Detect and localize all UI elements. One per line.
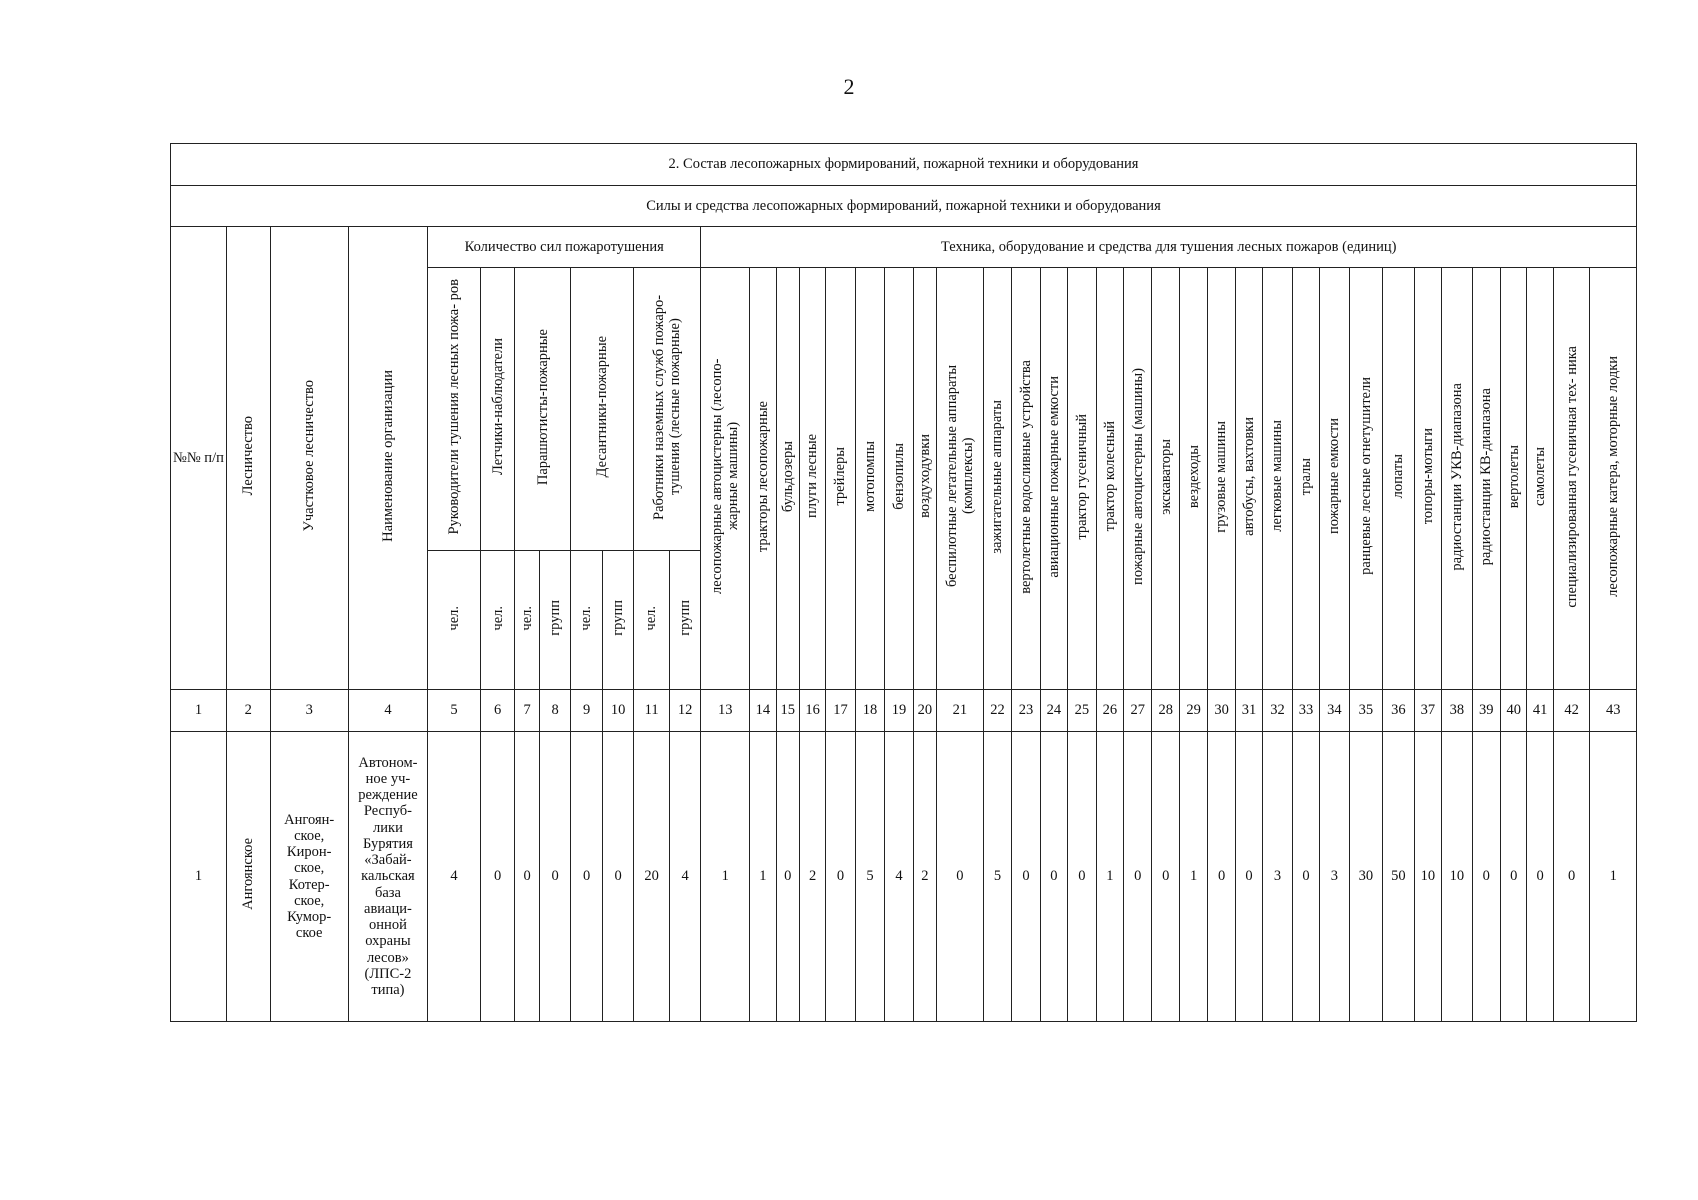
header-equipment-item: авиационные пожарные емкости xyxy=(1040,268,1067,690)
data-cell: 0 xyxy=(1527,732,1553,1022)
data-cell: 0 xyxy=(1235,732,1262,1022)
column-number: 28 xyxy=(1152,690,1179,732)
header-organization: Наименование организации xyxy=(348,227,427,690)
column-number: 24 xyxy=(1040,690,1067,732)
header-force-fire-leaders: Руководители тушения лесных пожа- ров xyxy=(428,268,481,551)
header-equipment-item: автобусы, вахтовки xyxy=(1235,268,1262,690)
column-number: 9 xyxy=(571,690,603,732)
header-equipment-item: зажигательные аппараты xyxy=(983,268,1011,690)
column-number: 35 xyxy=(1349,690,1383,732)
header-equipment-item: плуги лесные xyxy=(799,268,825,690)
header-equipment-item: ранцевые лесные огнетушители xyxy=(1349,268,1383,690)
data-cell: 0 xyxy=(515,732,539,1022)
header-force-landing-firefighters: Десантники-пожарные xyxy=(571,268,634,551)
data-cell: 4 xyxy=(428,732,481,1022)
data-cell: 0 xyxy=(1124,732,1152,1022)
column-number: 1 xyxy=(171,690,227,732)
header-equipment-item: лопаты xyxy=(1383,268,1415,690)
unit-header: групп xyxy=(602,551,634,690)
header-equipment-item: мотопомпы xyxy=(855,268,884,690)
header-equipment-item: бензопилы xyxy=(885,268,913,690)
column-number: 17 xyxy=(826,690,855,732)
column-number: 32 xyxy=(1263,690,1292,732)
unit-header: чел. xyxy=(428,551,481,690)
column-number: 18 xyxy=(855,690,884,732)
header-equipment-item: пожарные емкости xyxy=(1320,268,1349,690)
column-number: 41 xyxy=(1527,690,1553,732)
data-cell: 0 xyxy=(776,732,799,1022)
unit-header: групп xyxy=(539,551,571,690)
column-number: 7 xyxy=(515,690,539,732)
data-cell: 3 xyxy=(1263,732,1292,1022)
header-equipment-item: радиостанции УКВ-диапазона xyxy=(1442,268,1472,690)
header-force-ground-workers: Работники наземных служб пожаро- тушения (лесные пожарные) xyxy=(634,268,701,551)
column-number: 27 xyxy=(1124,690,1152,732)
column-number: 23 xyxy=(1012,690,1040,732)
column-number: 33 xyxy=(1292,690,1319,732)
header-equipment-item: пожарные автоцистерны (машины) xyxy=(1124,268,1152,690)
header-equipment-item: самолеты xyxy=(1527,268,1553,690)
header-forces-group: Количество сил пожаротушения xyxy=(428,227,701,268)
data-cell: 10 xyxy=(1414,732,1441,1022)
row-district-forestry: Ангоян- ское, Кирон- ское, Котер- ское, Кумор- ское xyxy=(270,732,348,1022)
header-force-paratroopers: Парашютисты-пожарные xyxy=(515,268,571,551)
column-number: 8 xyxy=(539,690,571,732)
column-number: 38 xyxy=(1442,690,1472,732)
header-equipment-item: тракторы лесопожарные xyxy=(750,268,776,690)
column-number: 6 xyxy=(480,690,515,732)
column-number: 21 xyxy=(937,690,984,732)
data-cell: 2 xyxy=(799,732,825,1022)
data-cell: 0 xyxy=(1040,732,1067,1022)
data-cell: 0 xyxy=(1292,732,1319,1022)
unit-header: чел. xyxy=(480,551,515,690)
header-equipment-item: вертолеты xyxy=(1501,268,1527,690)
column-number: 40 xyxy=(1501,690,1527,732)
data-cell: 20 xyxy=(634,732,670,1022)
data-cell: 3 xyxy=(1320,732,1349,1022)
header-equipment-group: Техника, оборудование и средства для тушения лесных пожаров (единиц) xyxy=(701,227,1637,268)
column-number: 15 xyxy=(776,690,799,732)
table-subtitle: Силы и средства лесопожарных формирований, пожарной техники и оборудования xyxy=(171,186,1637,227)
header-equipment-item: грузовые машины xyxy=(1208,268,1235,690)
column-number: 26 xyxy=(1096,690,1123,732)
data-cell: 50 xyxy=(1383,732,1415,1022)
column-number: 13 xyxy=(701,690,750,732)
header-equipment-item: воздуходувки xyxy=(913,268,936,690)
column-number: 25 xyxy=(1068,690,1096,732)
data-cell: 0 xyxy=(480,732,515,1022)
data-cell: 0 xyxy=(539,732,571,1022)
header-equipment-item: трактор гусеничный xyxy=(1068,268,1096,690)
column-number: 10 xyxy=(602,690,634,732)
data-cell: 5 xyxy=(855,732,884,1022)
header-equipment-item: радиостанции КВ-диапазона xyxy=(1472,268,1500,690)
forest-fire-resources-table xyxy=(170,143,1637,1022)
header-equipment-item: топоры-мотыги xyxy=(1414,268,1441,690)
column-number: 31 xyxy=(1235,690,1262,732)
data-cell: 1 xyxy=(750,732,776,1022)
column-number: 43 xyxy=(1590,690,1637,732)
section-title: 2. Состав лесопожарных формирований, пожарной техники и оборудования xyxy=(171,144,1637,186)
header-equipment-item: трактор колесный xyxy=(1096,268,1123,690)
data-cell: 1 xyxy=(701,732,750,1022)
column-number: 22 xyxy=(983,690,1011,732)
data-cell: 1 xyxy=(1590,732,1637,1022)
column-number: 39 xyxy=(1472,690,1500,732)
data-cell: 0 xyxy=(1472,732,1500,1022)
data-cell: 0 xyxy=(602,732,634,1022)
column-number: 2 xyxy=(226,690,270,732)
header-equipment-item: трейлеры xyxy=(826,268,855,690)
column-number: 34 xyxy=(1320,690,1349,732)
data-cell: 0 xyxy=(1068,732,1096,1022)
column-number: 30 xyxy=(1208,690,1235,732)
row-forestry: Ангоянское xyxy=(226,732,270,1022)
data-cell: 5 xyxy=(983,732,1011,1022)
unit-header: чел. xyxy=(515,551,539,690)
column-number: 16 xyxy=(799,690,825,732)
row-number: 1 xyxy=(171,732,227,1022)
data-cell: 4 xyxy=(669,732,701,1022)
header-forestry: Лесничество xyxy=(226,227,270,690)
header-equipment-item: специализированная гусеничная тех- ника xyxy=(1553,268,1590,690)
data-cell: 0 xyxy=(1012,732,1040,1022)
data-cell: 0 xyxy=(1208,732,1235,1022)
column-number: 12 xyxy=(669,690,701,732)
data-cell: 0 xyxy=(571,732,603,1022)
column-number: 5 xyxy=(428,690,481,732)
data-cell: 1 xyxy=(1096,732,1123,1022)
column-number: 37 xyxy=(1414,690,1441,732)
header-equipment-item: лесопожарные автоцистерны (лесопо- жарные машины) xyxy=(701,268,750,690)
header-equipment-item: вертолетные водосливные устройства xyxy=(1012,268,1040,690)
data-cell: 0 xyxy=(1501,732,1527,1022)
page-number: 2 xyxy=(843,74,855,99)
header-equipment-item: легковые машины xyxy=(1263,268,1292,690)
unit-header: чел. xyxy=(634,551,670,690)
data-cell: 2 xyxy=(913,732,936,1022)
row-organization: Автоном- ное уч- реждение Респуб- лики Бурятия «Забай- кальская база авиаци- онной охраны лесов» (ЛПС-2 типа) xyxy=(348,732,427,1022)
header-equipment-item: бульдозеры xyxy=(776,268,799,690)
data-cell: 10 xyxy=(1442,732,1472,1022)
column-number: 36 xyxy=(1383,690,1415,732)
column-number: 11 xyxy=(634,690,670,732)
column-number: 19 xyxy=(885,690,913,732)
header-equipment-item: тралы xyxy=(1292,268,1319,690)
column-number: 42 xyxy=(1553,690,1590,732)
header-equipment-item: беспилотные летательные аппараты (комплексы) xyxy=(937,268,984,690)
header-equipment-item: лесопожарные катера, моторные лодки xyxy=(1590,268,1637,690)
header-no: №№ п/п xyxy=(171,227,227,690)
column-number: 20 xyxy=(913,690,936,732)
header-equipment-item: экскаваторы xyxy=(1152,268,1179,690)
column-number: 4 xyxy=(348,690,427,732)
data-cell: 0 xyxy=(826,732,855,1022)
unit-header: групп xyxy=(669,551,701,690)
column-number: 14 xyxy=(750,690,776,732)
data-cell: 0 xyxy=(1553,732,1590,1022)
data-cell: 1 xyxy=(1179,732,1207,1022)
data-cell: 4 xyxy=(885,732,913,1022)
column-number: 29 xyxy=(1179,690,1207,732)
data-cell: 30 xyxy=(1349,732,1383,1022)
data-cell: 0 xyxy=(937,732,984,1022)
column-number: 3 xyxy=(270,690,348,732)
unit-header: чел. xyxy=(571,551,603,690)
header-district-forestry: Участковое лесничество xyxy=(270,227,348,690)
header-equipment-item: вездеходы xyxy=(1179,268,1207,690)
data-cell: 0 xyxy=(1152,732,1179,1022)
header-force-observer-pilots: Летчики-наблюдатели xyxy=(480,268,515,551)
